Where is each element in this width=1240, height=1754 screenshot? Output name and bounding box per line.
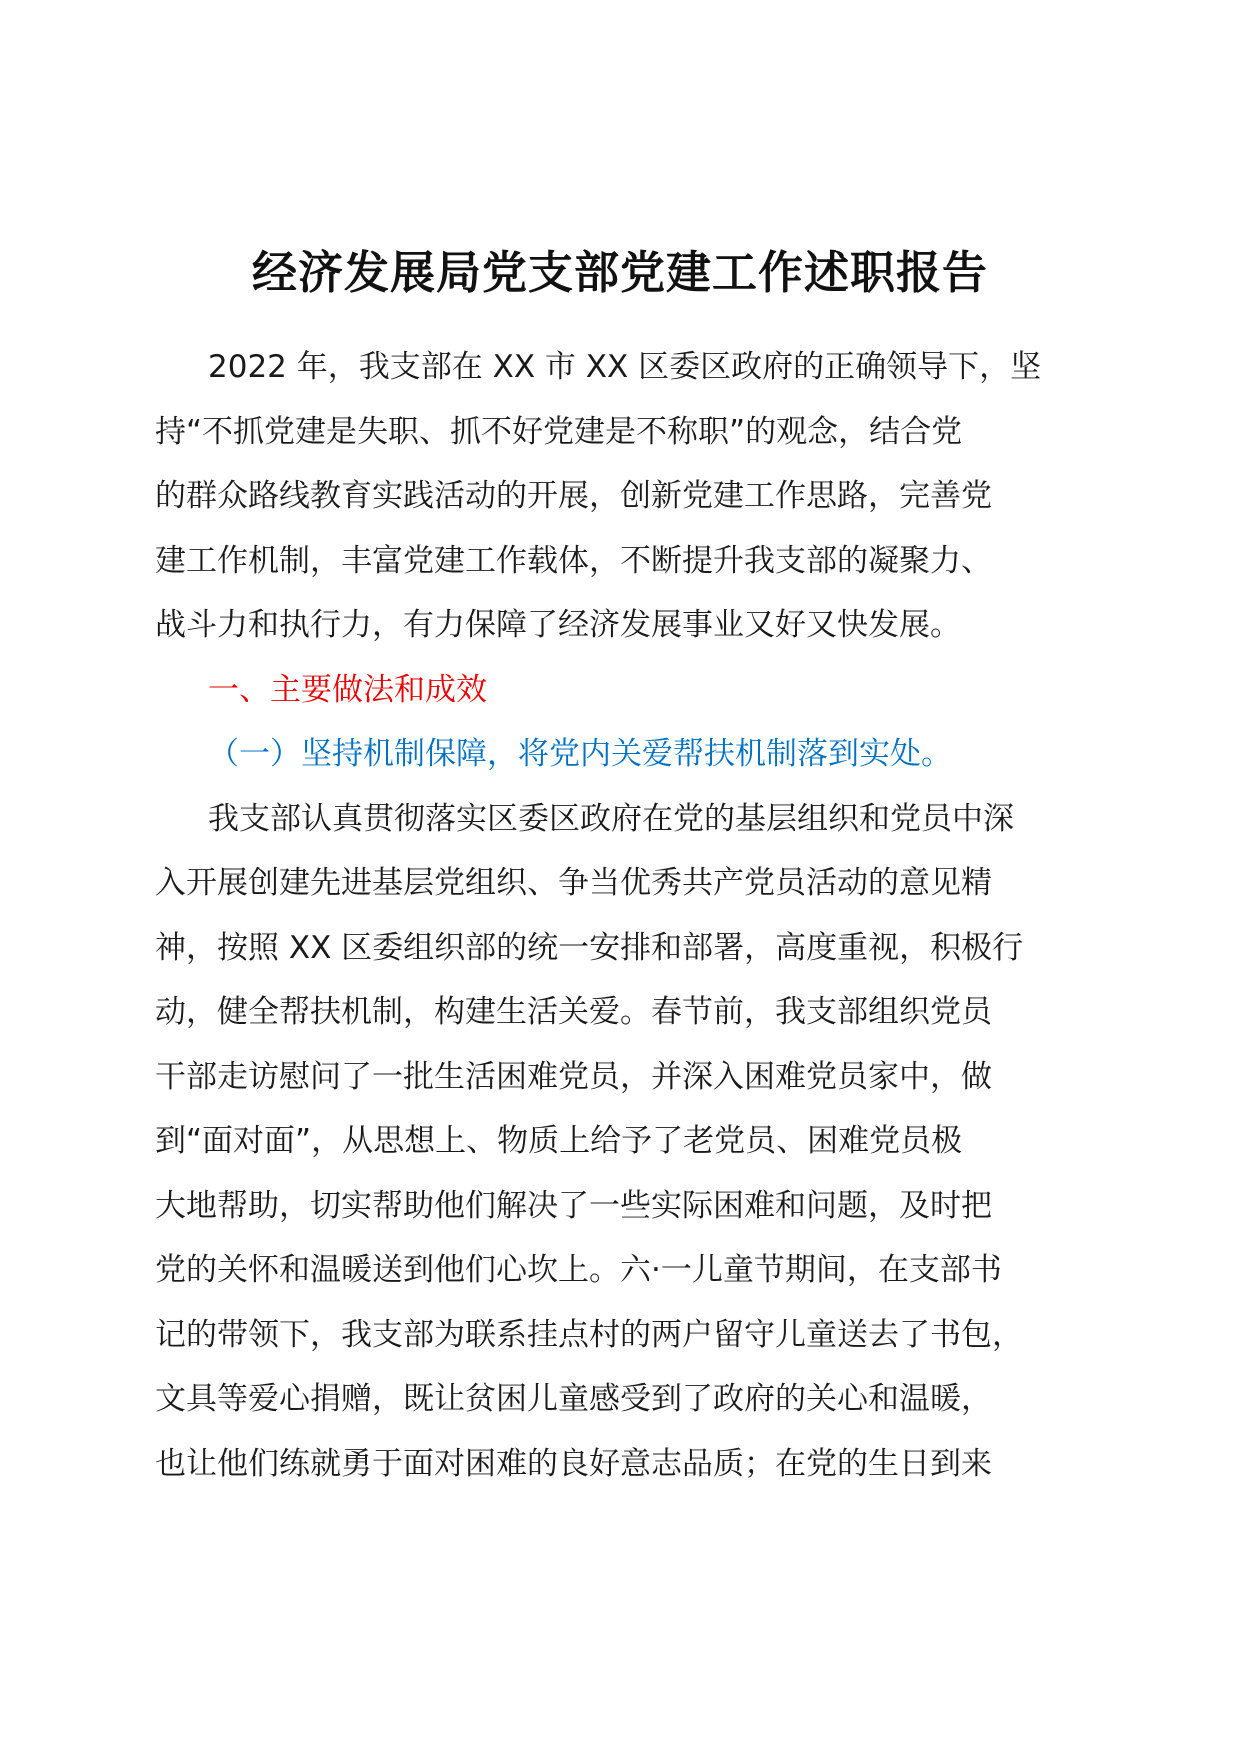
paragraph-line: 入开展创建先进基层党组织、争当优秀共产党员活动的意见精 xyxy=(155,865,992,901)
paragraph-line: 干部走访慰问了一批生活困难党员，并深入困难党员家中，做 xyxy=(155,1058,992,1095)
paragraph-line: 动，健全帮扶机制，构建生活关爱。春节前，我支部组织党员 xyxy=(155,994,992,1030)
paragraph-line: 我支部认真贯彻落实区委区政府在党的基层组织和党员中深 xyxy=(208,800,1014,837)
document-body xyxy=(155,335,1085,1496)
paragraph-line: 2022 年，我支部在 XX 市 XX 区委区政府的正确领导下，坚 xyxy=(208,349,1042,385)
subsection-heading: （一）坚持机制保障，将党内关爱帮扶机制落到实处。 xyxy=(208,736,952,772)
paragraph-line: 到“面对面”，从思想上、物质上给予了老党员、困难党员极 xyxy=(155,1123,963,1159)
paragraph-line: 文具等爱心捐赠，既让贫困儿童感受到了政府的关心和温暖， xyxy=(155,1381,992,1417)
paragraph-line: 建工作机制，丰富党建工作载体，不断提升我支部的凝聚力、 xyxy=(155,542,992,579)
paragraph-line: 持“不抓党建是失职、抓不好党建是不称职”的观念，结合党 xyxy=(155,413,963,450)
section-heading: 一、主要做法和成效 xyxy=(208,671,487,708)
paragraph-line: 大地帮助，切实帮助他们解决了一些实际困难和问题，及时把 xyxy=(155,1187,992,1224)
paragraph-line: 战斗力和执行力，有力保障了经济发展事业又好又快发展。 xyxy=(155,607,961,643)
document-title: 经济发展局党支部党建工作述职报告 xyxy=(251,246,988,299)
paragraph-line: 的群众路线教育实践活动的开展，创新党建工作思路，完善党 xyxy=(155,478,992,514)
paragraph-line: 党的关怀和温暖送到他们心坎上。六·一儿童节期间，在支部书 xyxy=(155,1252,1002,1288)
paragraph-line: 记的带领下，我支部为联系挂点村的两户留守儿童送去了书包， xyxy=(155,1316,1023,1353)
paragraph-line: 神，按照 XX 区委组织部的统一安排和部署，高度重视，积极行 xyxy=(155,929,1024,966)
paragraph-line: 也让他们练就勇于面对困难的良好意志品质；在党的生日到来 xyxy=(155,1445,992,1482)
